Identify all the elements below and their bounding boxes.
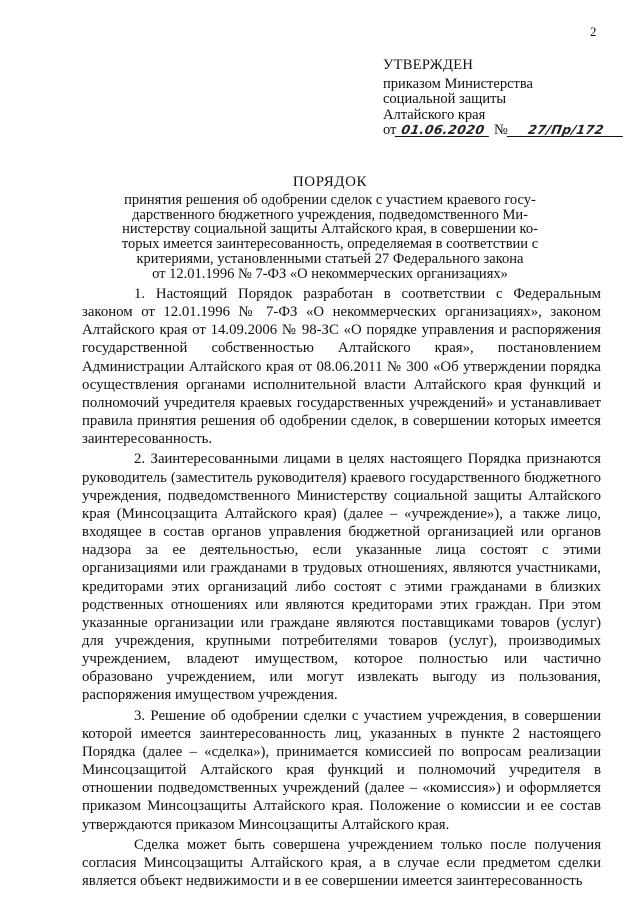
handwritten-number: 27/Пр/172 bbox=[507, 123, 625, 137]
approval-line: Алтайского края bbox=[383, 106, 486, 123]
document-title-block bbox=[100, 175, 560, 282]
paragraph-1: 1. Настоящий Порядок разработан в соответствии с Федеральным законом от 12.01.1996 № 7-ФЗ «О некоммерческих организациях», законом Алтайского края от 14.09.2006 № 98-ЗС «О порядке управления и распоряжения государственной собственностью Алтайского края», постановлением Администрации Алтайского края от 08.06.2011 № 300 «Об утверждении порядка осуществления органами исполнительной власти Алтайского края функций и полномочий учредителя краевых государственных учреждений» и устанавливает правила принятия решения об одобрении сделок, в совершении которых имеется заинтересованность. bbox=[82, 286, 601, 448]
document-body bbox=[82, 285, 601, 892]
paragraph-2: 2. Заинтересованными лицами в целях настоящего Порядка признаются руководитель (заместитель руководителя) краевого государственного бюджетного учреждения, подведомственного Министерству социальной защиты Алтайского края (Минсоцзащита Алтайского края) (далее – «учреждение»), а также лицо, входящее в состав органов управления бюджетной организацией или органов надзора за ее деятельностью, если указанные лица состоят с этими организациями или гражданами в трудовых отношениях, являются участниками, кредиторами этих организаций либо состоят с этими гражданами в близких родственных отношениях или являются кредиторами этих граждан. При этом указанные организации или граждане являются поставщиками товаров (услуг) для учреждения, крупными потребителями товаров (услуг), производимых учреждением, владеют имуществом, которое полностью или частично образовано учреждением, или могут извлекать выгоду из пользования, распоряжения имуществом учреждения. bbox=[82, 451, 601, 704]
approval-line: приказом Министерства bbox=[383, 75, 533, 92]
subtitle-line: торых имеется заинтересованность, определяемая в соответствии с bbox=[121, 236, 539, 253]
number-prefix: № bbox=[494, 122, 508, 138]
approval-date-number-line bbox=[383, 123, 613, 139]
subtitle-line: дарственного бюджетного учреждения, подведомственного Ми- bbox=[132, 206, 528, 223]
subtitle-line: от 12.01.1996 № 7-ФЗ «О некоммерческих организациях» bbox=[152, 265, 508, 282]
approval-line: социальной защиты bbox=[383, 91, 507, 107]
subtitle-line: критериями, установленными статьей 27 Федерального закона bbox=[136, 250, 524, 267]
subtitle-line: нистерству социальной защиты Алтайского края, в совершении ко- bbox=[122, 221, 538, 238]
page-number: 2 bbox=[590, 24, 597, 39]
approval-stamp-block bbox=[383, 58, 613, 139]
approval-heading: УТВЕРЖДЕН bbox=[383, 57, 474, 73]
document-title: ПОРЯДОК bbox=[292, 174, 368, 190]
date-prefix: от bbox=[383, 122, 397, 138]
subtitle-line: принятия решения об одобрении сделок с участием краевого госу- bbox=[124, 191, 536, 208]
paragraph-4: Сделка может быть совершена учреждением только после получения согласия Минсоцзащиты Алтайского края, а в случае если предметом сделки является объект недвижимости и в ее совершении имеется заинтересованность bbox=[82, 836, 601, 889]
paragraph-3: 3. Решение об одобрении сделки с участием учреждения, в совершении которой имеется заинтересованность лиц, указанных в пункте 2 настоящего Порядка (далее – «сделка»), принимается комиссией по вопросам реализации Минсоцзащитой Алтайского края функций и полномочий учредителя в отношении подведомственных учреждений (далее – «комиссия») и оформляется приказом Минсоцзащиты Алтайского края. Положение о комиссии и ее состав утверждаются приказом Минсоцзащиты Алтайского края. bbox=[82, 707, 601, 833]
handwritten-date: 01.06.2020 bbox=[395, 123, 491, 137]
